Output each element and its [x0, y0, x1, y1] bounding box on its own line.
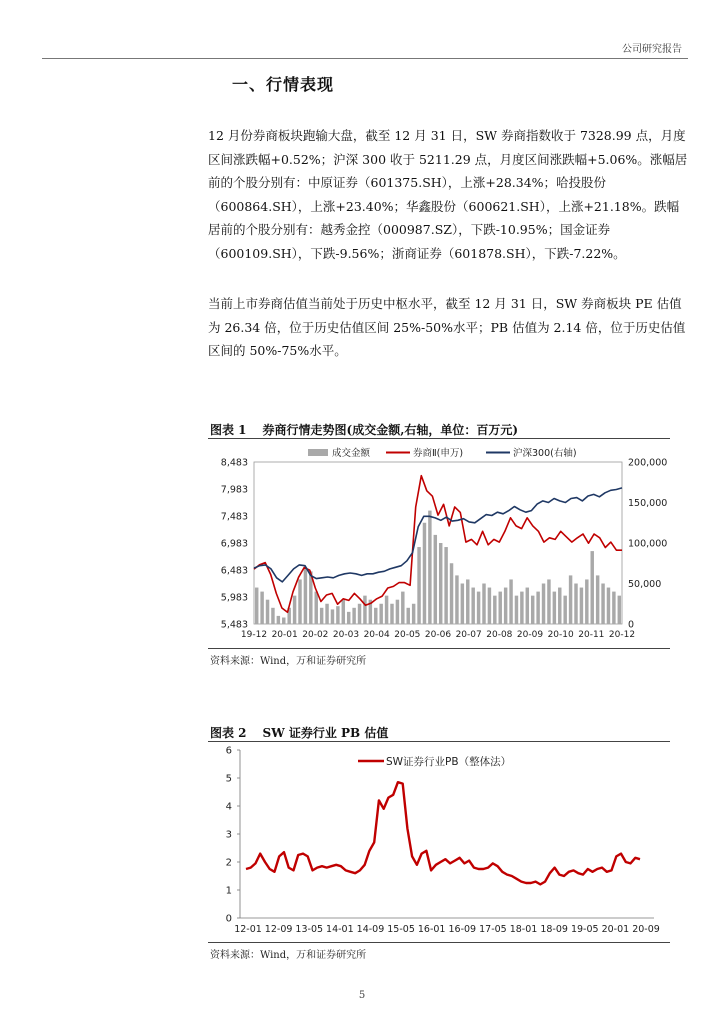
- legend-label: 券商Ⅱ(申万): [413, 448, 464, 459]
- x-axis-tick-label: 20-11: [578, 630, 605, 640]
- volume-bar: [455, 575, 458, 624]
- volume-bar: [536, 592, 539, 624]
- volume-bar: [466, 579, 469, 624]
- volume-bar: [379, 604, 382, 624]
- volume-bar: [342, 600, 345, 624]
- volume-bar: [434, 535, 437, 624]
- volume-bar: [596, 575, 599, 624]
- volume-bar: [428, 511, 431, 624]
- volume-bar: [591, 551, 594, 624]
- volume-bar: [618, 596, 621, 624]
- volume-bar: [282, 618, 285, 624]
- x-axis-tick-label: 17-05: [479, 924, 507, 935]
- figure2-bottom-rule: [208, 942, 670, 943]
- left-axis-tick-label: 5,983: [220, 592, 248, 604]
- volume-bar: [601, 584, 604, 625]
- volume-bar: [585, 579, 588, 624]
- x-axis-tick-label: 12-01: [234, 924, 262, 935]
- y-axis-tick-label: 5: [225, 773, 232, 785]
- legend-label: 沪深300(右轴): [513, 448, 577, 459]
- x-axis-tick-label: 20-04: [363, 630, 390, 640]
- volume-bar: [542, 584, 545, 625]
- right-axis-tick-label: 200,000: [628, 457, 668, 469]
- volume-bar: [450, 563, 453, 624]
- legend-label-pb: SW证券行业PB（整体法）: [386, 756, 512, 768]
- x-axis-tick-label: 20-05: [394, 630, 421, 640]
- hs300-line: [254, 488, 622, 582]
- right-axis-tick-label: 50,000: [628, 579, 662, 590]
- paragraph-market: 12 月份券商板块跑输大盘，截至 12 月 31 日，SW 券商指数收于 7328.99 点，月度区间涨跌幅+0.52%；沪深 300 收于 5211.29 点，月度区间涨跌幅+5.06%。涨幅居前的个股分别有：中原证券（601375.SH），上涨+28.34%；哈投股份（600864.SH），上涨+23.40%；华鑫股份（600621.SH），上涨+21.18%。跌幅居前的个股分别有：越秀金控（000987.SZ），下跌-10.95%；国金证券（600109.SH），下跌-9.56%；浙商证券（601878.SH），下跌-7.22%。: [208, 128, 688, 261]
- figure1-bottom-rule: [208, 648, 670, 649]
- volume-bar: [385, 596, 388, 624]
- figure1-title: 券商行情走势图(成交金额,右轴，单位：百万元): [262, 423, 519, 437]
- x-axis-tick-label: 20-03: [332, 630, 360, 640]
- volume-bar: [255, 588, 258, 624]
- x-axis-tick-label: 20-01: [271, 630, 298, 640]
- x-axis-tick-label: 15-05: [387, 924, 415, 935]
- right-axis-tick-label: 100,000: [628, 538, 668, 550]
- volume-bar: [358, 604, 361, 624]
- y-axis-tick-label: 0: [225, 913, 232, 925]
- volume-bar: [563, 596, 566, 624]
- section-title: 一、行情表现: [232, 75, 335, 94]
- paragraph-valuation: 当前上市券商估值当前处于历史中枢水平，截至 12 月 31 日，SW 券商板块 PE 估值为 26.34 倍，位于历史估值区间 25%-50%水平；PB 估值为 2.14 倍，位于历史估值区间的 50%-75%水平。: [208, 296, 686, 358]
- volume-bar: [363, 596, 366, 624]
- volume-bar: [482, 584, 485, 625]
- left-axis-tick-label: 7,983: [220, 484, 248, 496]
- x-axis-tick-label: 20-09: [516, 630, 544, 640]
- x-axis-tick-label: 14-09: [356, 924, 385, 935]
- volume-bar: [260, 592, 263, 624]
- volume-bar: [271, 608, 274, 624]
- header-label: 公司研究报告: [622, 44, 682, 55]
- y-axis-tick-label: 3: [225, 829, 232, 841]
- left-axis-tick-label: 6,983: [220, 538, 248, 550]
- figure2-caption: [210, 724, 388, 741]
- page-number: 5: [358, 990, 366, 1001]
- volume-bar: [526, 588, 529, 624]
- broker-trend-chart: [208, 440, 670, 650]
- volume-bar: [320, 608, 323, 624]
- volume-bar: [298, 579, 301, 624]
- x-axis-tick-label: 14-01: [326, 924, 354, 935]
- volume-bar: [412, 604, 415, 624]
- volume-bar: [423, 523, 426, 624]
- right-axis-tick-label: 150,000: [628, 498, 668, 509]
- volume-bar: [520, 592, 523, 624]
- volume-bar: [547, 579, 550, 624]
- x-axis-tick-label: 19-12: [240, 630, 268, 640]
- volume-bar: [504, 588, 507, 624]
- left-axis-tick-label: 6,483: [220, 565, 248, 577]
- right-axis-tick-label: 0: [628, 619, 635, 631]
- x-axis-tick-label: 20-02: [302, 630, 329, 640]
- volume-bar: [325, 604, 328, 624]
- figure1-source: 资料来源：Wind，万和证券研究所: [210, 656, 367, 667]
- volume-bar: [401, 592, 404, 624]
- volume-bar: [417, 547, 420, 624]
- volume-bar: [347, 612, 350, 624]
- pb-valuation-chart: [208, 742, 670, 942]
- volume-bar: [374, 608, 377, 624]
- x-axis-tick-label: 18-01: [509, 924, 538, 935]
- volume-bar: [461, 584, 464, 625]
- x-axis-tick-label: 20-01: [601, 924, 630, 935]
- x-axis-tick-label: 19-05: [570, 924, 599, 935]
- volume-bar: [574, 584, 577, 625]
- x-axis-tick-label: 20-06: [424, 630, 452, 640]
- left-axis-tick-label: 7,483: [220, 511, 248, 523]
- volume-bar: [499, 592, 502, 624]
- x-axis-tick-label: 20-09: [632, 924, 660, 935]
- volume-bar: [531, 596, 534, 624]
- left-axis-tick-label: 5,483: [220, 619, 248, 631]
- volume-bar: [266, 600, 269, 624]
- volume-bar: [607, 588, 610, 624]
- volume-bar: [352, 608, 355, 624]
- volume-bar: [569, 575, 572, 624]
- y-axis-tick-label: 1: [225, 885, 232, 897]
- volume-bar: [580, 588, 583, 624]
- volume-bar: [477, 592, 480, 624]
- volume-bar: [509, 579, 512, 624]
- legend-swatch-volume: [308, 449, 328, 456]
- volume-bar: [277, 616, 280, 624]
- x-axis-tick-label: 12-09: [264, 924, 293, 935]
- left-axis-tick-label: 8,483: [220, 457, 248, 469]
- header-divider: [42, 58, 688, 59]
- volume-bar: [471, 588, 474, 624]
- volume-bar: [493, 596, 496, 624]
- x-axis-tick-label: 16-01: [417, 924, 446, 935]
- volume-bar: [515, 596, 518, 624]
- volume-bar: [293, 596, 296, 624]
- figure1-top-rule: [208, 438, 670, 439]
- volume-bar: [407, 608, 410, 624]
- x-axis-tick-label: 16-09: [448, 924, 477, 935]
- volume-bar: [488, 588, 491, 624]
- volume-bar: [553, 592, 556, 624]
- y-axis-tick-label: 2: [225, 857, 232, 869]
- figure2-title: SW 证券行业 PB 估值: [262, 726, 389, 740]
- x-axis-tick-label: 18-09: [540, 924, 568, 935]
- volume-bar: [336, 606, 339, 624]
- x-axis-tick-label: 20-08: [486, 630, 513, 640]
- volume-bar: [390, 604, 393, 624]
- volume-bar: [439, 543, 442, 624]
- figure1-number: 图表 1: [210, 423, 247, 437]
- volume-bar: [612, 592, 615, 624]
- figure2-number: 图表 2: [210, 726, 247, 740]
- volume-bar: [396, 600, 399, 624]
- x-axis-tick-label: 20-07: [455, 630, 482, 640]
- legend-label: 成交金额: [332, 448, 371, 459]
- volume-bar: [444, 547, 447, 624]
- figure2-source: 资料来源：Wind，万和证券研究所: [210, 950, 367, 961]
- volume-bar: [304, 567, 307, 624]
- x-axis-tick-label: 13-05: [295, 924, 324, 935]
- x-axis-tick-label: 20-12: [608, 630, 636, 640]
- volume-bar: [315, 592, 318, 624]
- x-axis-tick-label: 20-10: [547, 630, 574, 640]
- pb-line: [246, 782, 640, 884]
- y-axis-tick-label: 4: [225, 801, 232, 813]
- y-axis-tick-label: 6: [225, 745, 232, 757]
- figure1-caption: [210, 421, 518, 438]
- volume-bar: [331, 609, 334, 624]
- volume-bar: [558, 588, 561, 624]
